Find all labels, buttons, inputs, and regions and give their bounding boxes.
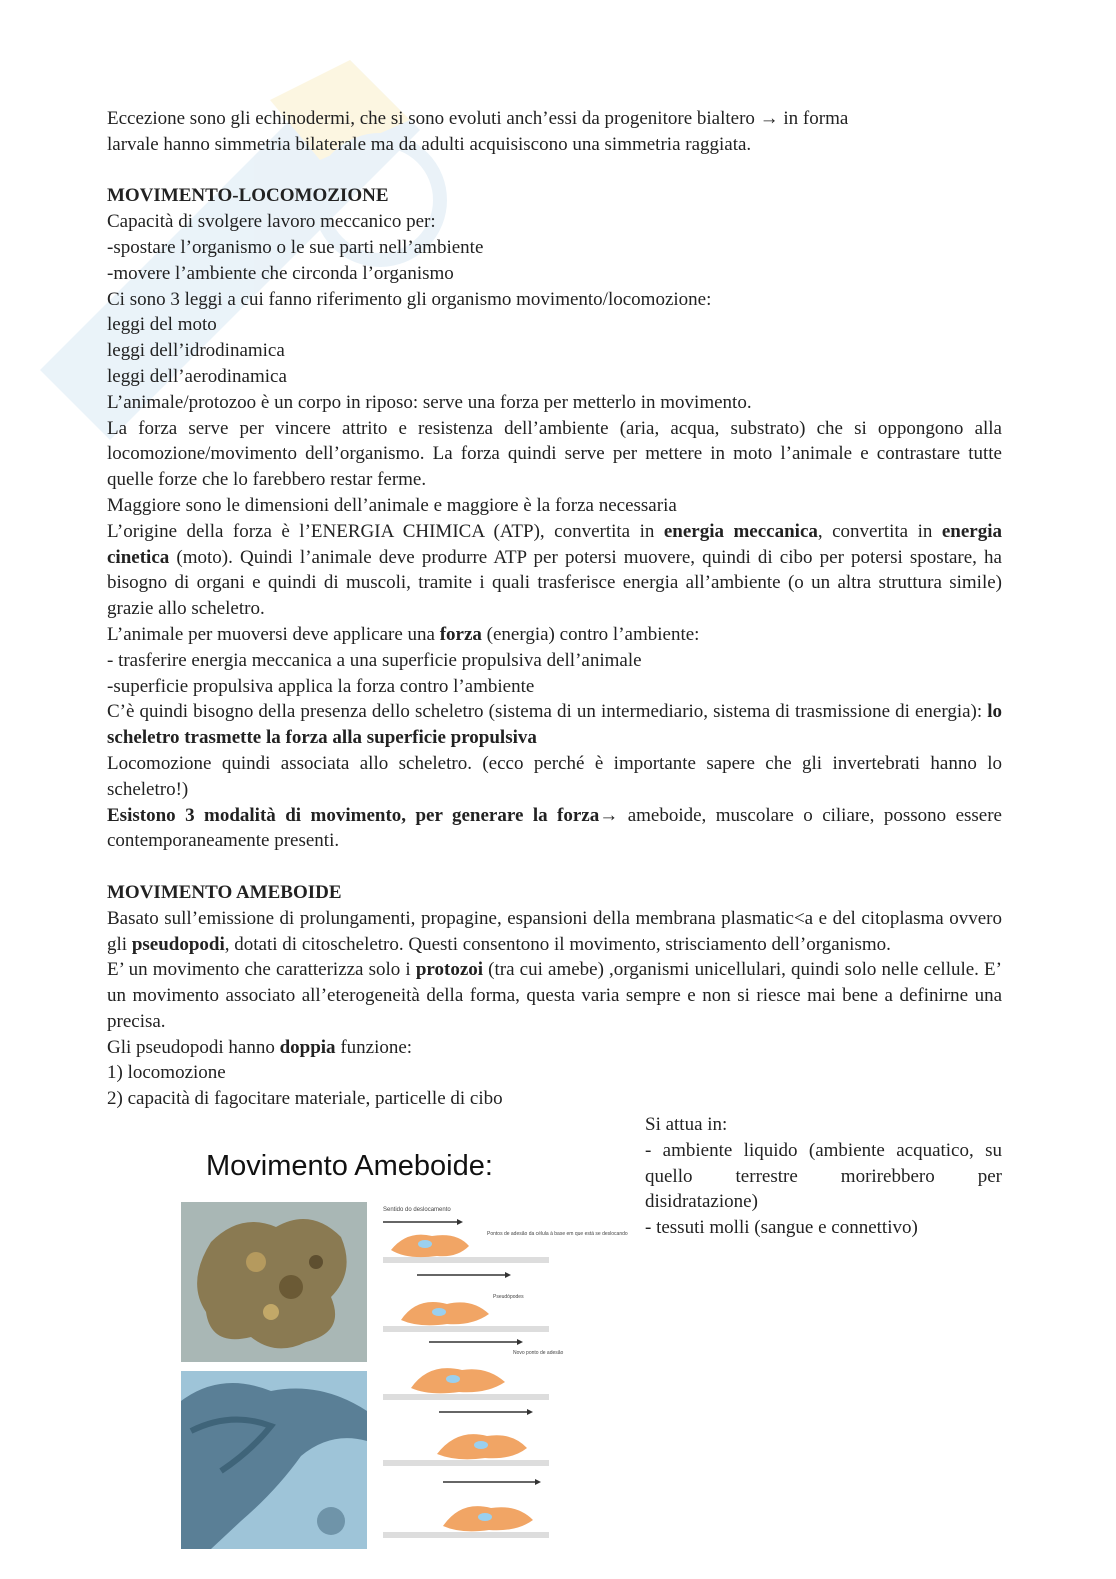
- text-line: Maggiore sono le dimensioni dell’animale e maggiore è la forza necessaria: [107, 494, 677, 516]
- text-line: - ambiente liquido (ambiente acquatico, su quello terrestre morirebbero per disidratazione): [645, 1139, 1002, 1213]
- text-line: leggi dell’aerodinamica: [107, 365, 287, 387]
- text-line: Capacità di svolgere lavoro meccanico per:: [107, 211, 436, 233]
- amoeba-photo-top: [181, 1202, 367, 1362]
- text-line: -movere l’ambiente che circonda l’organismo: [107, 262, 454, 284]
- paragraph-skeleton: C’è quindi bisogno della presenza dello scheletro (sistema di un intermediario, sistema di trasmissione di energia): lo scheletro trasmette la forza alla superficie propulsiva: [107, 701, 1002, 749]
- section-heading-locomotion: MOVIMENTO-LOCOMOZIONE: [107, 185, 389, 207]
- text-line: 2) capacità di fagocitare materiale, particelle di cibo: [107, 1088, 503, 1110]
- paragraph-pseudopods: Basato sull’emissione di prolungamenti, propagine, espansioni della membrana plasmatic<a e del citoplasma ovvero gli pseudopodi, dotati di citoscheletro. Questi consentono il movimento, strisciamento dell’organismo.: [107, 907, 1002, 955]
- text-line: leggi del moto: [107, 314, 217, 336]
- text-line: 1) locomozione: [107, 1062, 226, 1084]
- direction-label: Sentido do deslocamento: [383, 1207, 451, 1214]
- paragraph-modes: Esistono 3 modalità di movimento, per generare la forza→ ameboide, muscolare o ciliare, possono essere contemporaneamente presenti.: [107, 804, 1002, 852]
- paragraph-function: Gli pseudopodi hanno doppia funzione:: [107, 1036, 413, 1058]
- text-line: L’animale/protozoo è un corpo in riposo: serve una forza per metterlo in movimento.: [107, 391, 752, 413]
- paragraph-force: L’animale per muoversi deve applicare una forza (energia) contro l’ambiente:: [107, 623, 700, 645]
- document-page: [107, 106, 1002, 1552]
- pseudopod-label: Pseudópodes: [493, 1294, 524, 1301]
- amoeboid-figure: [181, 1150, 628, 1549]
- amoeba-photo-bottom: [181, 1371, 367, 1549]
- paragraph-protozoa: E’ un movimento che caratterizza solo i protozoi (tra cui amebe) ,organismi unicellulari, quindi solo nelle cellule. E’ un movimento associato all’eterogeneità della forma, questa varia sempre e non si riesce mai bene a definirne una precisa.: [107, 959, 1002, 1032]
- text-line: leggi dell’idrodinamica: [107, 340, 285, 362]
- section-heading-amoeboid: MOVIMENTO AMEBOIDE: [107, 881, 342, 903]
- text-line: Si attua in:: [645, 1114, 728, 1136]
- intro-line-1: Eccezione sono gli echinodermi, che si sono evoluti anch’essi da progenitore bialtero → in forma: [107, 108, 849, 129]
- paragraph: Locomozione quindi associata allo scheletro. (ecco perché è importante sapere che gli invertebrati hanno lo scheletro!): [107, 752, 1002, 800]
- paragraph: La forza serve per vincere attrito e resistenza dell’ambiente (aria, acqua, substrato) che si oppongono alla locomozione/movimento dell’organismo. La forza quindi serve per mettere in moto l’animale e contrastare tutte quelle forze che lo farebbero restar ferme.: [107, 417, 1002, 491]
- text-line: - trasferire energia meccanica a una superficie propulsiva dell’animale: [107, 649, 642, 671]
- bottom-section: [107, 1112, 1002, 1552]
- new-point-label: Novo ponto de adesão: [513, 1350, 564, 1357]
- paragraph-energy: L’origine della forza è l’ENERGIA CHIMICA (ATP), convertita in energia meccanica, convertita in energia cinetica (moto). Quindi l’animale deve produrre ATP per potersi muovere, quindi di cibo per potersi spostare, ha bisogno di organi e quindi di muscoli, tramite i quali trasferisce energia all’ambiente (o un altra struttura simile) grazie allo scheletro.: [107, 520, 1002, 620]
- intro-line-2: larvale hanno simmetria bilaterale ma da adulti acquisiscono una simmetria raggiata.: [107, 133, 752, 155]
- amoeboid-movement-diagram: [377, 1202, 628, 1549]
- side-column: [645, 1112, 1002, 1241]
- text-line: Ci sono 3 leggi a cui fanno riferimento gli organismo movimento/locomozione:: [107, 288, 712, 310]
- text-line: -spostare l’organismo o le sue parti nell’ambiente: [107, 236, 484, 258]
- text-line: - tessuti molli (sangue e connettivo): [645, 1217, 918, 1239]
- figure-title: Movimento Ameboide:: [206, 1150, 493, 1183]
- text-line: -superficie propulsiva applica la forza contro l’ambiente: [107, 675, 535, 697]
- adhesion-label: Pontos de adesão da célula à base em que está se deslocando: [487, 1231, 628, 1238]
